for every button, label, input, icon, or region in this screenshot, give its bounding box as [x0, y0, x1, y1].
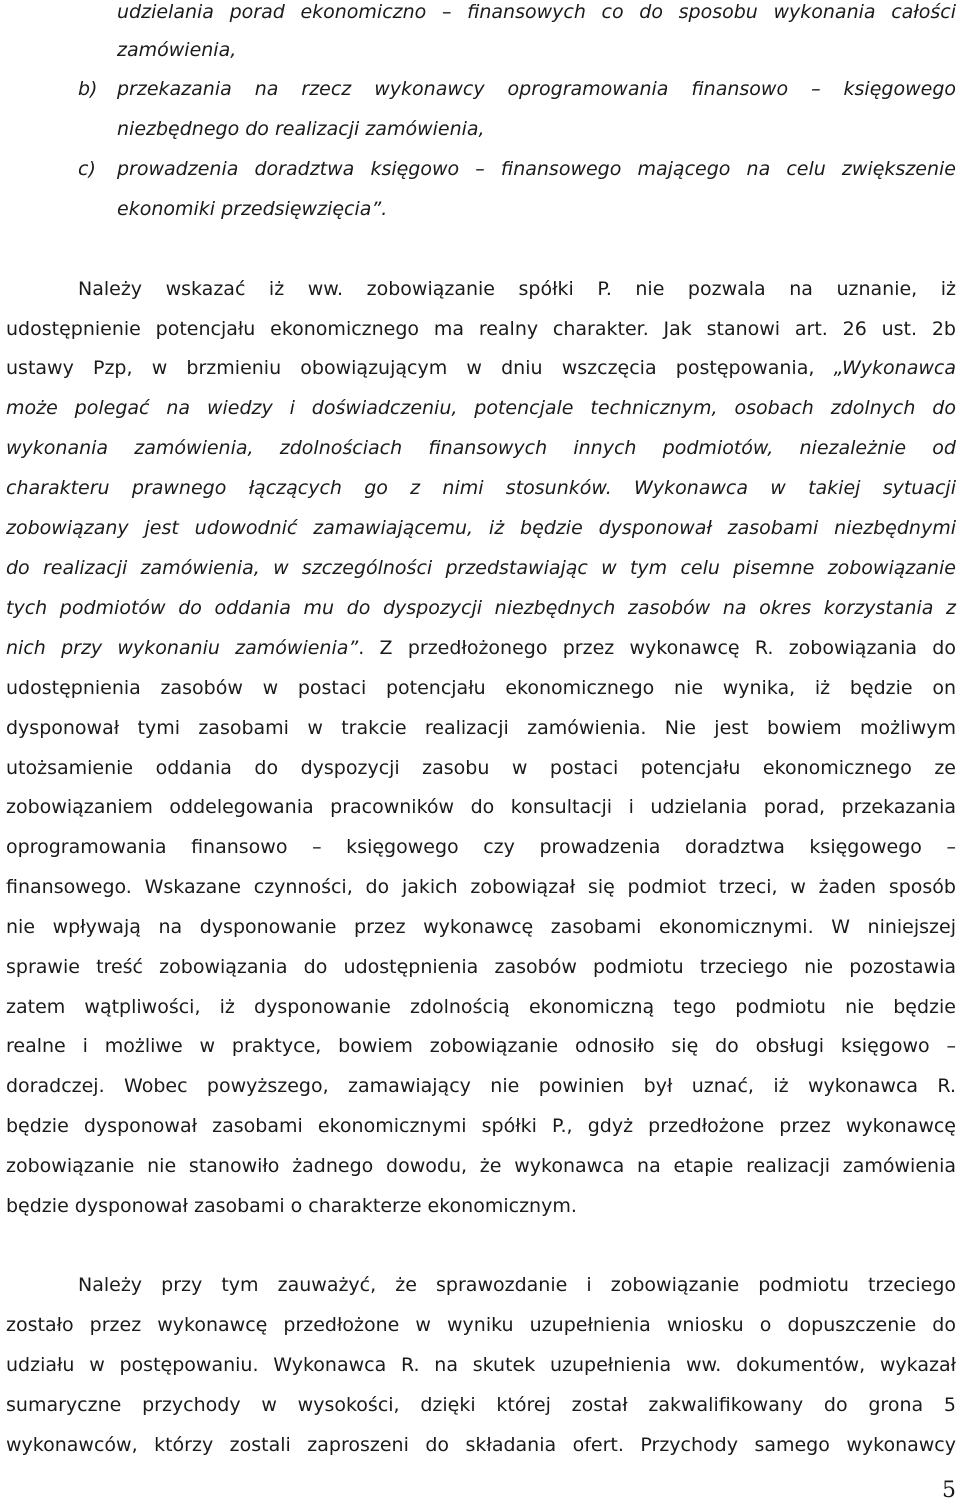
para1-line: realne i możliwe w praktyce, bowiem zobowiązanie odnosiło się do obsługi księgowo –: [6, 1035, 956, 1057]
para1-line: doradczej. Wobec powyższego, zamawiający nie powinien był uznać, iż wykonawca R.: [6, 1075, 956, 1097]
para1-line: będzie dysponował zasobami o charakterze ekonomicznym.: [6, 1195, 577, 1217]
para1-line: zobowiązanie nie stanowiło żadnego dowodu, że wykonawca na etapie realizacji zamówienia: [6, 1155, 956, 1177]
para1-line: zobowiązany jest udowodnić zamawiającemu, iż będzie dysponował zasobami niezbędnymi: [6, 517, 956, 539]
list-label-c: c): [78, 158, 96, 180]
page-number: 5: [942, 1478, 956, 1503]
para1-line: [6, 356, 956, 380]
para1-line: do realizacji zamówienia, w szczególności przedstawiając w tym celu pisemne zobowiązanie: [6, 557, 956, 579]
list-item-a-line1: udzielania porad ekonomiczno – finansowych co do sposobu wykonania całości: [117, 1, 956, 23]
para1-line: nie wpływają na dysponowanie przez wykonawcę zasobami ekonomicznymi. W niniejszej: [6, 916, 956, 938]
para1-line: będzie dysponował zasobami ekonomicznymi spółki P., gdyż przedłożone przez wykonawcę: [6, 1115, 956, 1137]
para1-line: wykonania zamówienia, zdolnościach finansowych innych podmiotów, niezależnie od: [6, 437, 956, 459]
para1-line: udostępnienia zasobów w postaci potencjału ekonomicznego nie wynika, iż będzie on: [6, 677, 956, 699]
list-item-c-line1: prowadzenia doradztwa księgowo – finansowego mającego na celu zwiększenie: [117, 158, 956, 180]
para1-text: ustawy Pzp, w brzmieniu obowiązującym w dniu wszczęcia postępowania,: [6, 357, 834, 379]
para1-line: zobowiązaniem oddelegowania pracowników do konsultacji i udzielania porad, przekazania: [6, 796, 956, 818]
para2-line: udziału w postępowaniu. Wykonawca R. na skutek uzupełnienia ww. dokumentów, wykazał: [6, 1354, 956, 1376]
para1-line: sprawie treść zobowiązania do udostępnienia zasobów podmiotu trzeciego nie pozostawia: [6, 956, 956, 978]
para1-line: oprogramowania finansowo – księgowego czy prowadzenia doradztwa księgowego –: [6, 836, 956, 858]
list-item-a-line2: zamówienia,: [117, 39, 237, 61]
para1-line: zatem wątpliwości, iż dysponowanie zdolnością ekonomiczną tego podmiotu nie będzie: [6, 996, 956, 1018]
para1-line: utożsamienie oddania do dyspozycji zasobu w postaci potencjału ekonomicznego ze: [6, 757, 956, 779]
list-item-b-line2: niezbędnego do realizacji zamówienia,: [117, 118, 485, 140]
para1-line: może polegać na wiedzy i doświadczeniu, potencjale technicznym, osobach zdolnych do: [6, 397, 956, 419]
para1-text: . Z przedłożonego przez wykonawcę R. zobowiązania do: [358, 637, 956, 659]
para2-line: Należy przy tym zauważyć, że sprawozdanie i zobowiązanie podmiotu trzeciego: [78, 1274, 956, 1296]
para2-line: sumaryczne przychody w wysokości, dzięki której został zakwalifikowany do grona 5: [6, 1394, 956, 1416]
list-item-c-line2: ekonomiki przedsięwzięcia”.: [117, 198, 388, 220]
para1-line: dysponował tymi zasobami w trakcie realizacji zamówienia. Nie jest bowiem możliwym: [6, 717, 956, 739]
para1-quote: Wykonawca w takiej sytuacji: [634, 477, 956, 499]
para1-line: finansowego. Wskazane czynności, do jakich zobowiązał się podmiot trzeci, w żaden sposób: [6, 876, 956, 898]
list-label-b: b): [78, 78, 98, 100]
para1-line: tych podmiotów do oddania mu do dyspozycji niezbędnych zasobów na okres korzystania z: [6, 597, 956, 619]
para2-line: zostało przez wykonawcę przedłożone w wyniku uzupełnienia wniosku o dopuszczenie do: [6, 1314, 956, 1336]
list-item-b-line1: przekazania na rzecz wykonawcy oprogramowania finansowo – księgowego: [117, 78, 956, 100]
para1-line: Należy wskazać iż ww. zobowiązanie spółki P. nie pozwala na uznanie, iż: [78, 278, 956, 300]
para1-quote: „Wykonawca: [833, 357, 956, 379]
para1-line: udostępnienie potencjału ekonomicznego ma realny charakter. Jak stanowi art. 26 ust. 2b: [6, 318, 956, 340]
para1-line: [6, 476, 956, 500]
para1-quote: charakteru prawnego łączących go z nimi stosunków.: [6, 477, 635, 499]
para1-line: [6, 636, 956, 660]
para2-line: wykonawców, którzy zostali zaproszeni do składania ofert. Przychody samego wykonawcy: [6, 1434, 956, 1456]
para1-quote: nich przy wykonaniu zamówienia”: [6, 637, 359, 659]
